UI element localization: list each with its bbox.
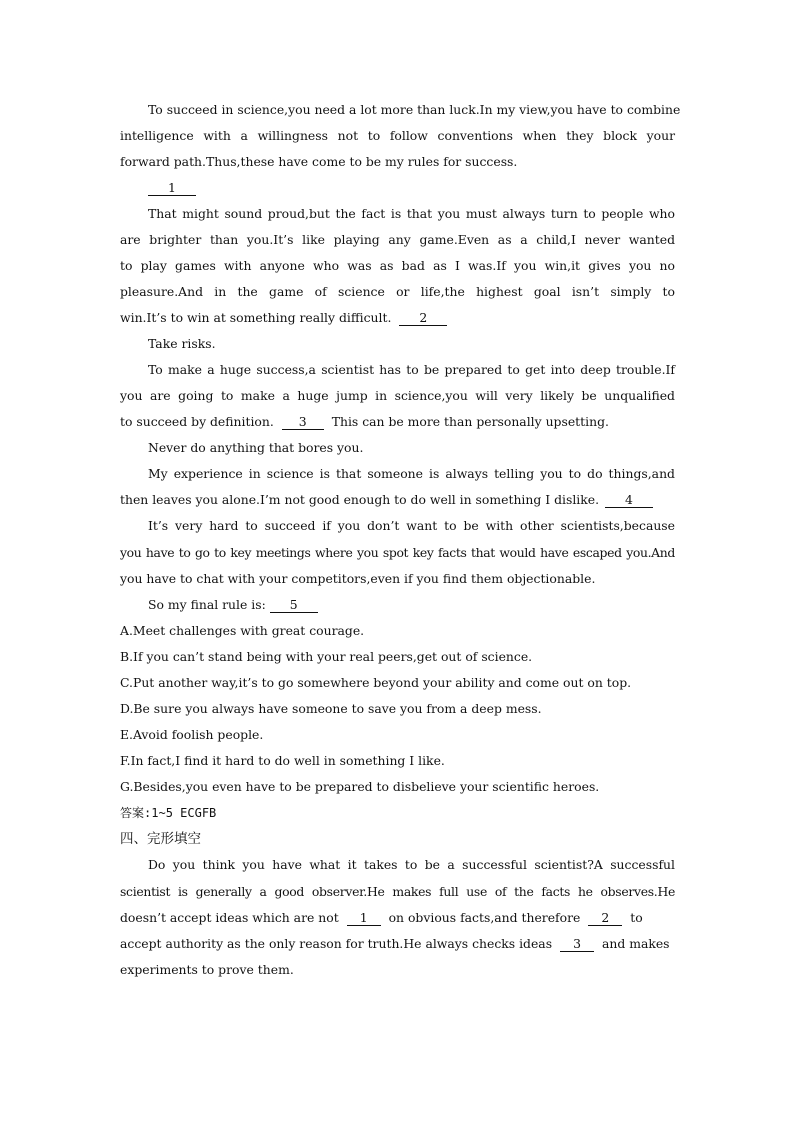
blank-line-1 — [148, 180, 675, 196]
passage1-p2-last-text: win.It’s to win at something really difficult. — [120, 310, 392, 325]
section-heading: 四、完形填空 — [120, 831, 201, 847]
blank-2[interactable]: 2 — [399, 311, 447, 326]
passage2-line2: scientist is generally a good observer.He makes full use of the facts he observes.He — [120, 884, 675, 899]
passage1-p3-last-post: This can be more than personally upsetting. — [331, 414, 609, 429]
answer-line — [120, 805, 675, 821]
answer-text: :1~5 ECGFB — [144, 806, 217, 820]
passage1-p2-line3: to play games with anyone who was as bad as I was.If you win,it gives you no — [120, 258, 675, 273]
final-rule-line — [148, 597, 675, 613]
passage2-line3 — [120, 910, 675, 926]
passage1-p3-line2: you are going to make a huge jump in science,you will very likely be unqualified — [120, 388, 675, 403]
passage2-line3-c: to — [630, 910, 643, 925]
rule-take-risks: Take risks. — [148, 336, 216, 351]
cloze-blank-1[interactable]: 1 — [347, 911, 381, 926]
passage1-p1-line3: forward path.Thus,these have come to be my rules for success. — [120, 154, 518, 169]
passage1-p2-line5 — [120, 310, 675, 326]
passage1-p4-last-text: then leaves you alone.I’m not good enough to do well in something I dislike. — [120, 492, 600, 507]
passage1-p2-line2: are brighter than you.It’s like playing any game.Even as a child,I never wanted — [120, 232, 675, 247]
passage1-p2-line1: That might sound proud,but the fact is that you must always turn to people who — [148, 206, 675, 221]
passage1-p2-line4: pleasure.And in the game of science or life,the highest goal isn’t simply to — [120, 284, 675, 299]
option-b: B.If you can’t stand being with your real peers,get out of science. — [120, 649, 533, 664]
cloze-blank-3[interactable]: 3 — [560, 937, 594, 952]
final-rule-text: So my final rule is: — [148, 597, 266, 612]
passage1-p1-line1: To succeed in science,you need a lot more than luck.In my view,you have to combine — [148, 102, 681, 117]
passage1-p4-line1: My experience in science is that someone is always telling you to do things,and — [148, 466, 675, 481]
option-d: D.Be sure you always have someone to save you from a deep mess. — [120, 701, 542, 716]
passage1-p3-line1: To make a huge success,a scientist has to be prepared to get into deep trouble.If — [148, 362, 675, 377]
answer-label: 答案 — [120, 806, 145, 820]
option-e: E.Avoid foolish people. — [120, 727, 264, 742]
blank-1[interactable]: 1 — [148, 181, 196, 196]
passage2-line4-a: accept authority as the only reason for truth.He always checks ideas — [120, 936, 553, 951]
option-c: C.Put another way,it’s to go somewhere beyond your ability and come out on top. — [120, 675, 632, 690]
passage1-p3-line3 — [120, 414, 675, 430]
option-f: F.In fact,I find it hard to do well in something I like. — [120, 753, 445, 768]
passage1-p5-line2: you have to go to key meetings where you spot key facts that would have escaped you.And — [120, 545, 675, 560]
passage2-line5: experiments to prove them. — [120, 962, 294, 977]
passage1-p5-line1: It’s very hard to succeed if you don’t want to be with other scientists,because — [148, 518, 675, 533]
passage2-line4 — [120, 936, 675, 952]
option-g: G.Besides,you even have to be prepared to disbelieve your scientific heroes. — [120, 779, 600, 794]
blank-4[interactable]: 4 — [605, 493, 653, 508]
rule-never-bored: Never do anything that bores you. — [148, 440, 364, 455]
passage2-line4-b: and makes — [601, 936, 670, 951]
passage2-line3-b: on obvious facts,and therefore — [388, 910, 581, 925]
passage2-line1: Do you think you have what it takes to be a successful scientist?A successful — [148, 857, 675, 872]
blank-5[interactable]: 5 — [270, 598, 318, 613]
passage1-p5-line3: you have to chat with your competitors,even if you find them objectionable. — [120, 571, 596, 586]
passage1-p3-last-pre: to succeed by definition. — [120, 414, 274, 429]
passage2-line3-a: doesn’t accept ideas which are not — [120, 910, 339, 925]
blank-3[interactable]: 3 — [282, 415, 324, 430]
passage1-p1-line2: intelligence with a willingness not to follow conventions when they block your — [120, 128, 675, 143]
option-a: A.Meet challenges with great courage. — [120, 623, 365, 638]
cloze-blank-2[interactable]: 2 — [588, 911, 622, 926]
passage1-p4-line2 — [120, 492, 675, 508]
